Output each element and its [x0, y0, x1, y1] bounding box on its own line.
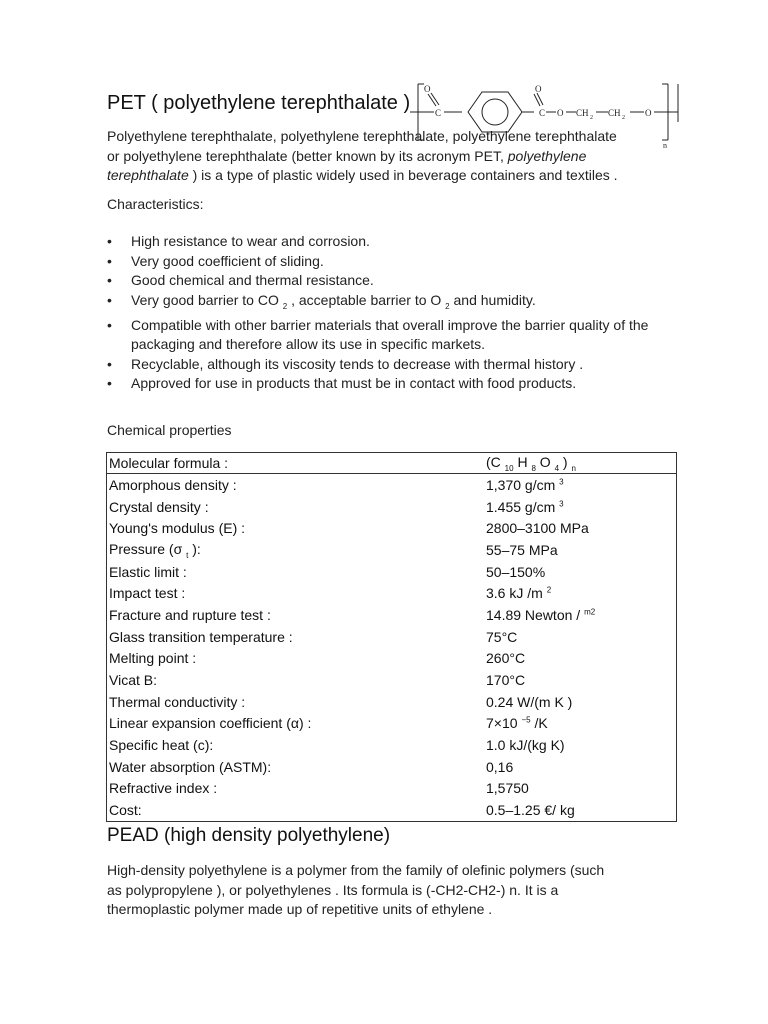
property-label: Crystal density :	[109, 498, 209, 515]
property-label: Elastic limit :	[109, 563, 187, 580]
table-row	[107, 756, 677, 778]
property-value: 14.89 Newton / $^{m2}$	[486, 606, 596, 623]
property-value: 170°C	[486, 672, 526, 689]
list-item: • Very good coefficient of sliding.	[107, 252, 667, 272]
table-row	[107, 799, 677, 821]
pet-title: PET ( polyethylene terephthalate )	[107, 92, 411, 114]
property-value: 0.5–1.25 €/ kg	[486, 802, 575, 819]
pead-line: as polypropylene ), or polyethylenes . Its formula is (-CH2-CH2-) n. It is a	[107, 881, 559, 898]
property-label: Glass transition temperature :	[109, 628, 293, 645]
property-value: 7×10 $^{-5}$ /K	[486, 715, 548, 732]
property-label: Amorphous density :	[109, 476, 237, 493]
structure-label-c-left: C	[435, 108, 442, 118]
list-item: • High resistance to wear and corrosion.	[107, 232, 667, 252]
intro-line-3: terephthalate ) is a type of plastic widely used in beverage containers and textiles .	[107, 167, 618, 183]
table-row	[107, 539, 677, 561]
pead-title: PEAD (high density polyethylene)	[107, 825, 391, 846]
property-value: 2800–3100 MPa	[486, 520, 589, 537]
table-row	[107, 669, 677, 691]
table-row	[107, 626, 677, 648]
structure-label-ch2-a: CH	[576, 108, 589, 118]
intro-italic-2: terephthalate	[107, 167, 189, 183]
property-value: 1,5750	[486, 780, 529, 797]
structure-label-o-right: O	[535, 84, 542, 94]
property-label: Fracture and rupture test :	[109, 606, 271, 623]
property-label: Refractive index :	[109, 780, 218, 797]
property-value: 1.0 kJ/(kg K)	[486, 737, 565, 754]
list-item: • Compatible with other barrier materials that overall improve the barrier quality of the packaging and therefore allow its use in specific markets.	[107, 316, 667, 355]
property-label: Molecular formula :	[107, 453, 486, 474]
property-label: Vicat B:	[109, 672, 157, 689]
property-value: 75°C	[486, 628, 518, 645]
structure-label-o-left: O	[424, 84, 431, 94]
benzene-aromatic-circle	[482, 99, 508, 125]
structure-label-c-right: C	[539, 108, 546, 118]
list-item: • Approved for use in products that must be in contact with food products.	[107, 374, 667, 394]
property-value: 50–150%	[486, 563, 546, 580]
characteristics-list	[107, 232, 667, 394]
pead-paragraph	[107, 861, 667, 920]
property-value: 55–75 MPa	[486, 541, 558, 558]
property-value: 1.455 g/cm $^3$	[486, 498, 564, 515]
property-label: Specific heat (c):	[109, 737, 214, 754]
property-label: Thermal conductivity :	[109, 693, 246, 710]
structure-label-sub2-a: 2	[590, 115, 593, 121]
property-value: 0.24 W/(m K )	[486, 693, 573, 710]
property-label: Linear expansion coefficient (α) :	[109, 715, 312, 732]
structure-label-sub2-b: 2	[622, 115, 625, 121]
property-value: 260°C	[486, 650, 526, 667]
property-label: Pressure (σ $_t$ ):	[109, 540, 201, 560]
pead-line: High-density polyethylene is a polymer from the family of olefinic polymers (such	[107, 862, 605, 878]
table-row	[107, 496, 677, 518]
table-row	[107, 561, 677, 583]
table-row	[107, 691, 677, 713]
property-label: Cost:	[109, 802, 142, 819]
structure-label-ch2-b: CH	[608, 108, 621, 118]
table-row	[107, 604, 677, 626]
table-row	[107, 734, 677, 756]
property-label: Young's modulus (E) :	[109, 520, 246, 537]
benzene-ring	[468, 92, 522, 132]
table-row	[107, 778, 677, 800]
property-value: 0,16	[486, 758, 514, 775]
table-row	[107, 474, 677, 496]
structure-label-n: n	[663, 141, 667, 150]
table-row	[107, 582, 677, 604]
intro-italic-1: polyethylene	[507, 147, 587, 164]
intro-line-1: Polyethylene terephthalate, polyethylene terephthalate, polyethylene terephthalate	[107, 128, 617, 144]
list-item: • Recyclable, although its viscosity tends to decrease with thermal history .	[107, 355, 667, 375]
property-value: 3.6 kJ /m $^2$	[486, 585, 552, 602]
table-row-formula	[107, 453, 677, 474]
chemical-properties-table	[106, 452, 677, 822]
pead-line: thermoplastic polymer made up of repetitive units of ethylene .	[107, 901, 493, 917]
property-value: 1,370 g/cm $^3$	[486, 476, 564, 493]
intro-line-2: or polyethylene terephthalate (better known by its acronym PET, polyethylene	[107, 147, 587, 164]
pet-intro-paragraph	[107, 127, 667, 186]
characteristics-heading: Characteristics:	[107, 196, 204, 212]
structure-label-o-end: O	[645, 108, 652, 118]
property-label: Melting point :	[109, 650, 197, 667]
structure-label-o-chain: O	[557, 108, 564, 118]
chemical-properties-heading: Chemical properties	[107, 422, 232, 438]
table-row	[107, 517, 677, 539]
property-value-formula: (C $_{10}$ H $_8$ O $_4$ ) $_n$	[485, 453, 677, 474]
property-label: Impact test :	[109, 585, 186, 602]
property-label: Water absorption (ASTM):	[109, 758, 272, 775]
list-item: • Good chemical and thermal resistance.	[107, 271, 667, 291]
table-row	[107, 713, 677, 735]
table-row	[107, 648, 677, 670]
list-item-barrier: • Very good barrier to CO $_2$ , acceptable barrier to O $_2$ and humidity.	[107, 291, 667, 316]
